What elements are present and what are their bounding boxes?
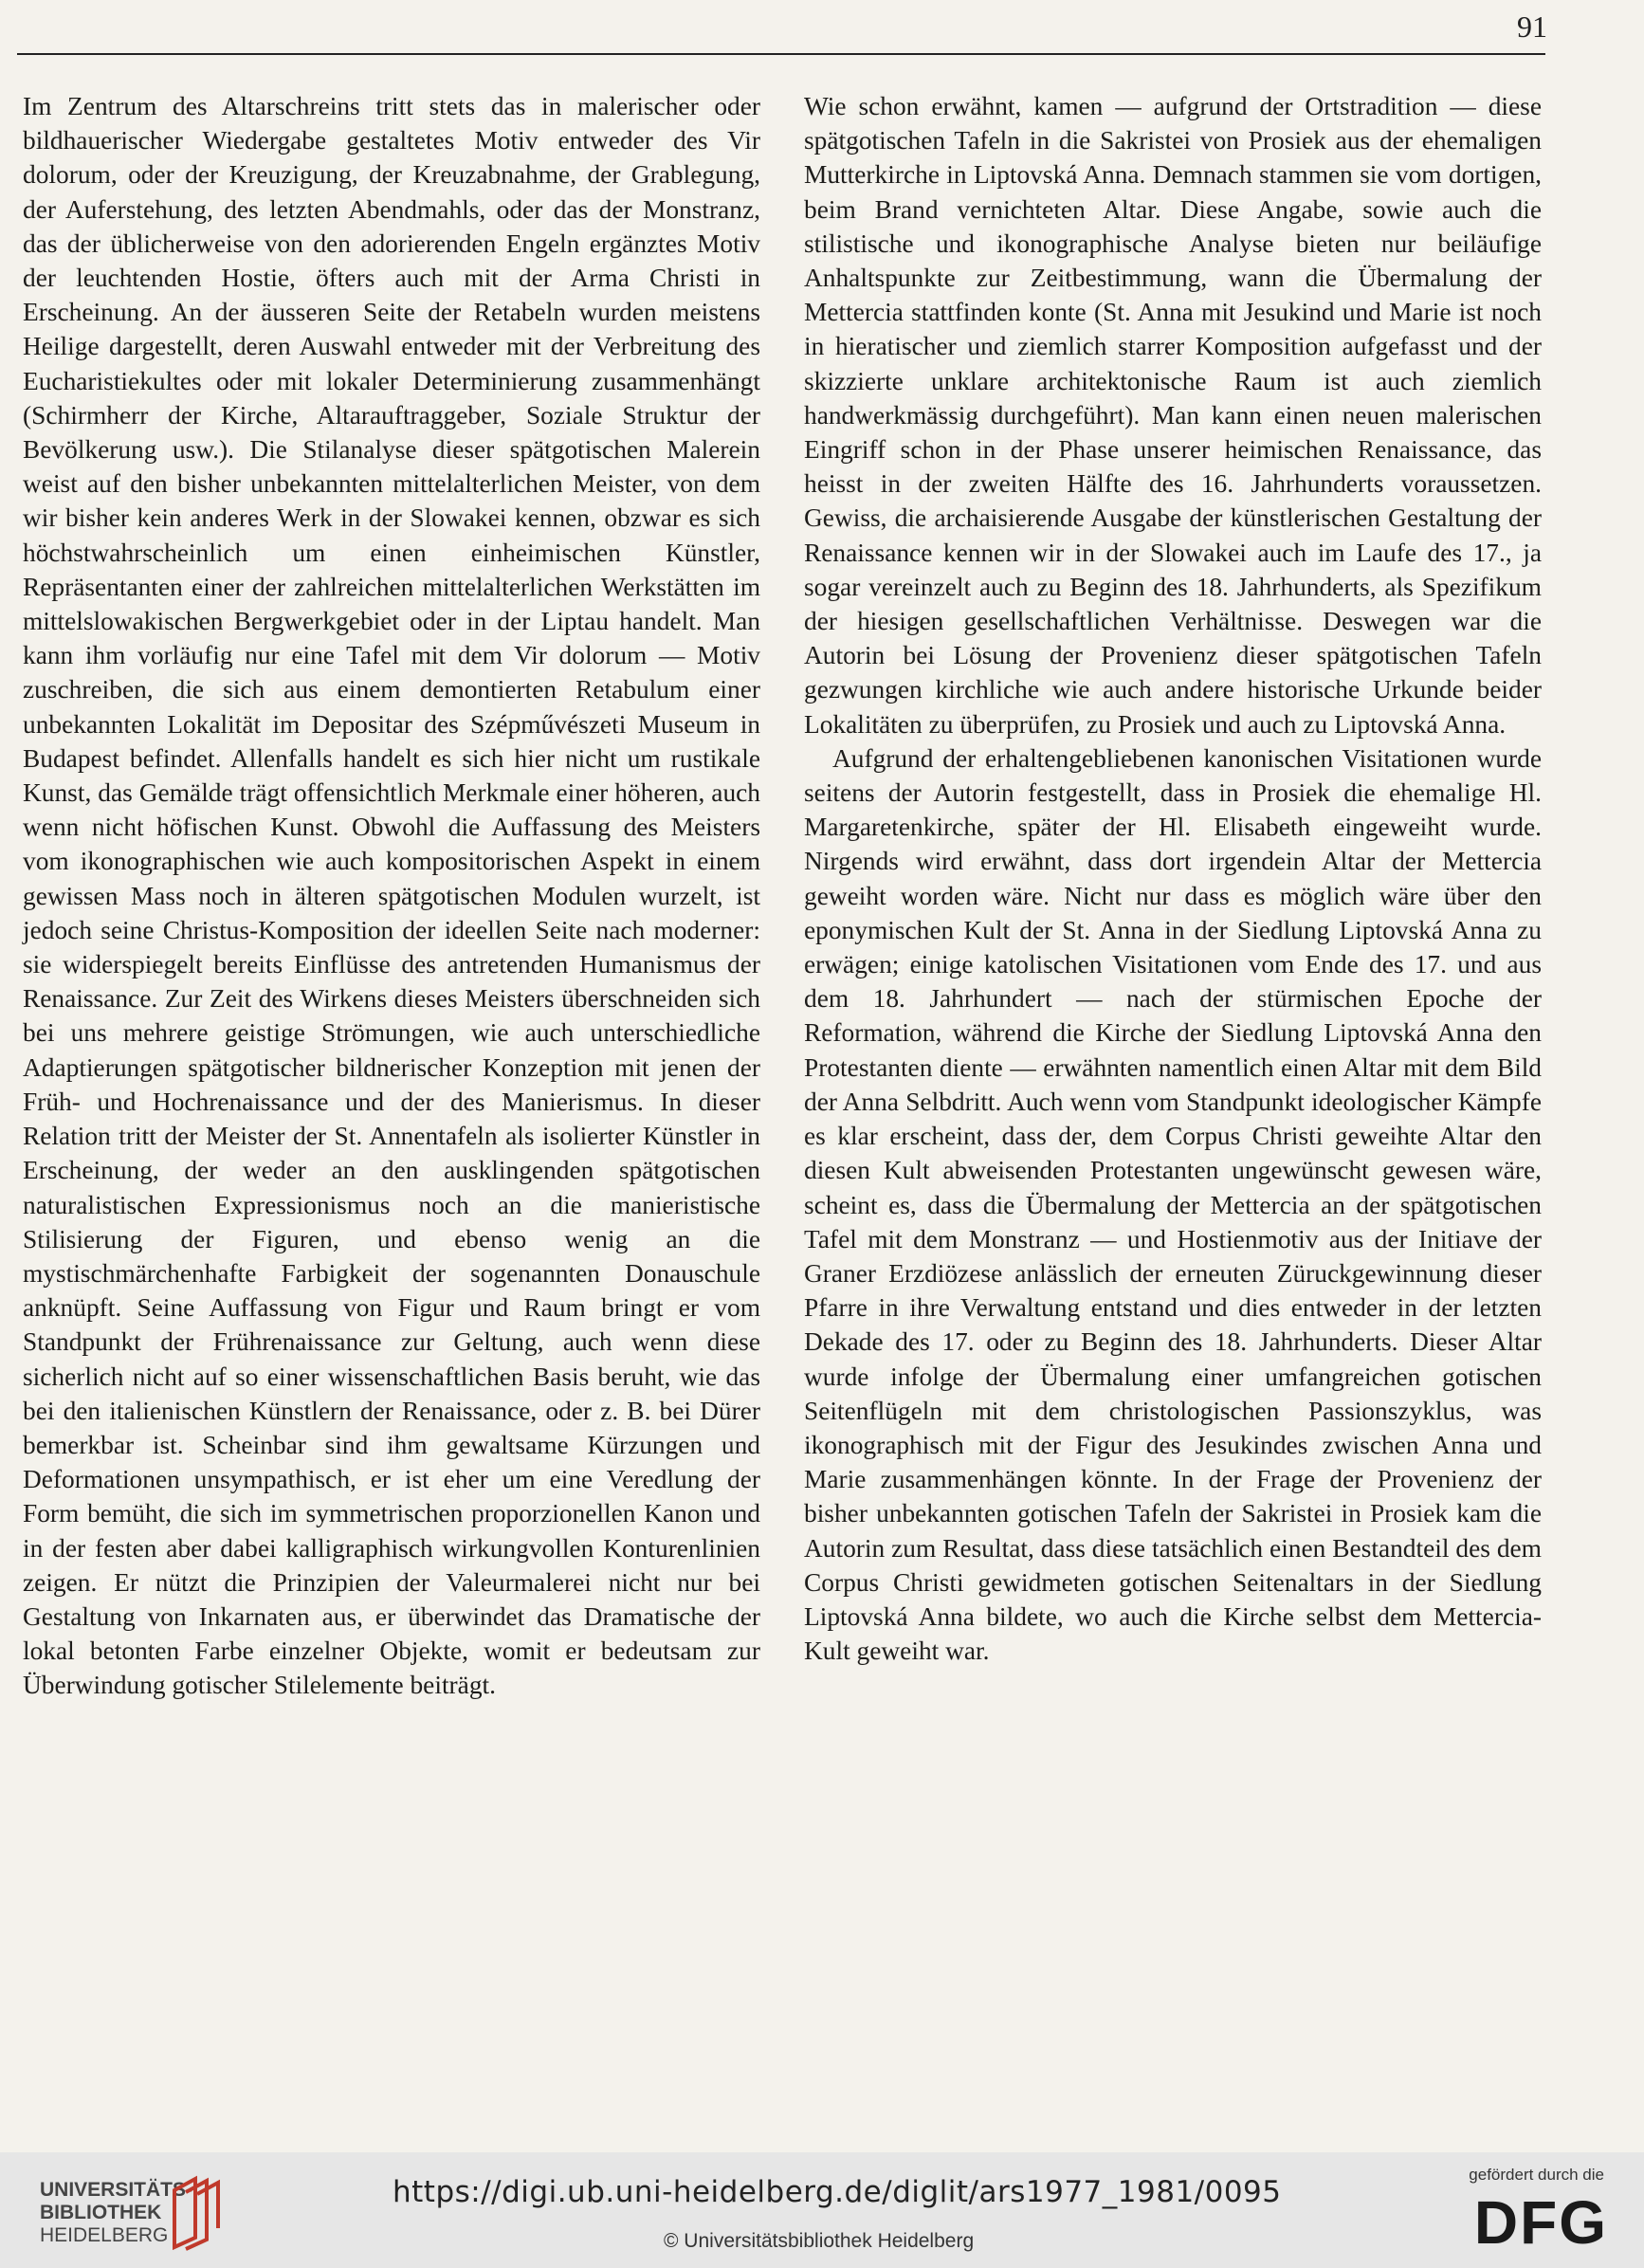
left-column [23,89,760,1703]
right-paragraph-1: Wie schon erwähnt, kamen — aufgrund der Ortstradition — diese spätgotischen Tafeln in die Sakristei von Prosiek aus der ehemaligen Mutterkirche in Liptovská Anna. Demnach stammen sie vom dortigen, beim Brand vernichteten Altar. Diese Angabe, sowie auch die stilistische und ikonographische Analyse bieten nur beiläufige Anhaltspunkte zur Zeitbestimmung, wann die Übermalung der Mettercia stattfinden konte (St. Anna mit Jesukind und Marie ist noch in hieratischer und ziemlich starrer Komposition aufgefasst und der skizzierte unklare architektonische Raum ist auch ziemlich handwerkmässig durchgeführt). Man kann einen neuen malerischen Eingriff schon in der Phase unserer heimischen Renaissance, das heisst in der zweiten Hälfte des 16. Jahrhunderts voraussetzen. Gewiss, die archaisierende Ausgabe der künstlerischen Gestaltung der Renaissance kennen wir in der Slowakei auch im Laufe des 17., ja sogar vereinzelt auch zu Beginn des 18. Jahrhunderts, als Spezifikum der hiesigen gesellschaftlichen Verhältnisse. Deswegen war die Autorin bei Lösung der Provenienz dieser spätgotischen Tafeln gezwungen kirchliche wie auch andere historische Urkunde beider Lokalitäten zu überprüfen, zu Prosiek und auch zu Liptovská Anna. [804,92,1542,739]
right-column [804,89,1542,1668]
library-name-line-2: BIBLIOTHEK [40,2202,162,2223]
library-logo-icon[interactable] [163,2171,229,2251]
footer-bar [0,2152,1644,2268]
copyright-notice: © Universitätsbibliothek Heidelberg [664,2230,975,2252]
right-paragraph-2: Aufgrund der erhaltengebliebenen kanonischen Visitationen wurde seitens der Autorin festgestellt, dass in Prosiek die ehemalige Hl. Margaretenkirche, später der Hl. Elisabeth eingeweiht wurde. Nirgends wird erwähnt, dass dort irgendein Altar der Mettercia geweiht worden wäre. Nicht nur dass es möglich wäre über den eponymischen Kult der St. Anna in der Siedlung Liptovská Anna zu erwägen; einige katolischen Visitationen vom Ende des 17. und aus dem 18. Jahrhundert — nach der stürmischen Epoche der Reformation, während die Kirche der Siedlung Liptovská Anna den Protestanten diente — erwähnten namentlich einen Altar mit dem Bild der Anna Selbdritt. Auch wenn vom Standpunkt ideologischer Kämpfe es klar erscheint, dass der, dem Corpus Christi geweihte Altar den diesen Kult abweisenden Protestanten ungewünscht gewesen wäre, scheint es, dass die Übermalung der Mettercia an der spätgotischen Tafel mit dem Monstranz — und Hostienmotiv aus der Initiave der Graner Erzdiözese anlässlich der erneuten Züruckgewinnung dieser Pfarre in ihre Verwaltung entstand und dies entweder in der letzten Dekade des 17. oder zu Beginn des 18. Jahrhunderts. Dieser Altar wurde infolge der Übermalung einer umfangreichen gotischen Seitenflügeln mit dem christologischen Passionszyklus, was ikonographisch mit der Figur des Jesukindes zwischen Anna und Marie zusammenhängen könnte. In der Frage der Provenienz der bisher unbekannten gotischen Tafeln der Sakristei in Prosiek kam die Autorin zum Resultat, dass diese tatsächlich einen Bestandteil des dem Corpus Christi gewidmeten gotischen Seitenaltars in der Siedlung Liptovská Anna bildete, wo auch die Kirche selbst dem Mettercia- Kult geweiht war. [804,743,1542,1666]
left-paragraph-1: Im Zentrum des Altarschreins tritt stets das in malerischer oder bildhauerischer Wiedergabe gestaltetes Motiv entweder des Vir dolorum, oder der Kreuzigung, der Kreuzabnahme, der Grablegung, der Auferstehung, des letzten Abendmahls, oder das der Monstranz, das der üblicherweise von den adorierenden Engeln ergänztes Motiv der leuchtenden Hostie, öfters auch mit der Arma Christi in Erscheinung. An der äusseren Seite der Retabeln wurden meistens Heilige dargestellt, deren Auswahl entweder mit der Verbreitung des Eucharistiekultes oder mit lokaler Determinierung zusammenhängt (Schirmherr der Kirche, Altarauftraggeber, Soziale Struktur der Bevölkerung usw.). Die Stilanalyse dieser spätgotischen Malerein weist auf den bisher unbekannten mittelalterlichen Meister, von dem wir bisher kein anderes Werk in der Slowakei kennen, obzwar es sich höchstwahrscheinlich um einen einheimischen Künstler, Repräsentanten einer der zahlreichen mittelalterlichen Werkstätten im mittelslowakischen Bergwerkgebiet oder in der Liptau handelt. Man kann ihm vorläufig nur eine Tafel mit dem Vir dolorum — Motiv zuschreiben, die sich aus einem demontierten Retabulum einer unbekannten Lokalität im Depositar des Szépművészeti Museum in Budapest befindet. Allenfalls handelt es sich hier nicht um rustikale Kunst, das Gemälde trägt offensichtlich Merkmale einer höheren, auch wenn nicht höfischen Kunst. Obwohl die Auffassung des Meisters vom ikonographischen wie auch kompositorischen Aspekt in einem gewissen Mass noch in älteren spätgotischen Modulen wurzelt, ist jedoch seine Christus-Komposition der ideellen Seite nach moderner: sie widerspiegelt bereits Einflüsse des antretenden Humanismus der Renaissance. Zur Zeit des Wirkens dieses Meisters überschneiden sich bei uns mehrere geistige Strömungen, wie auch unterschiedliche Adaptierungen spätgotischer bildnerischer Konzeption mit jenen der Früh- und Hochrenaissance und der des Manierismus. In dieser Relation tritt der Meister der St. Annentafeln als isolierter Künstler in Erscheinung, der weder an den ausklingenden spätgotischen naturalistischen Expressionismus noch an die manieristische Stilisierung der Figuren, und ebenso wenig an die mystischmärchenhafte Farbigkeit der sogenannten Donauschule anknüpft. Seine Auffassung von Figur und Raum bringt er vom Standpunkt der Frührenaissance zur Geltung, auch wenn diese sicherlich nicht auf so einer wissenschaftlichen Basis beruht, wie das bei den italienischen Künstlern der Renaissance, oder z. B. bei Dürer bemerkbar ist. Scheinbar sind ihm gewaltsame Kürzungen und Deformationen unsympathisch, er ist eher um eine Veredlung der Form bemüht, die sich im symmetrischen proporzionellen Kanon und in der festen aber dabei kalligraphisch wirkungvollen Konturenlinien zeigen. Er nützt die Prinzipien der Valeurmalerei nicht nur bei Gestaltung von Inkarnaten aus, er überwindet das Dramatische der lokal betonten Farbe einzelner Objekte, womit er bedeutsam zur Überwindung gotischer Stilelemente beiträgt. [23,92,760,1700]
source-url-link[interactable]: https://digi.ub.uni-heidelberg.de/diglit/ars1977_1981/0095 [393,2175,1282,2209]
page-number: 91 [1517,9,1547,44]
dfg-logo-icon[interactable]: DFG [1473,2188,1608,2257]
library-name-line-3: HEIDELBERG [40,2224,169,2246]
library-name-line-1: UNIVERSITÄTS- [40,2179,193,2201]
header-rule [17,53,1545,55]
funder-caption: gefördert durch die [1469,2166,1604,2184]
